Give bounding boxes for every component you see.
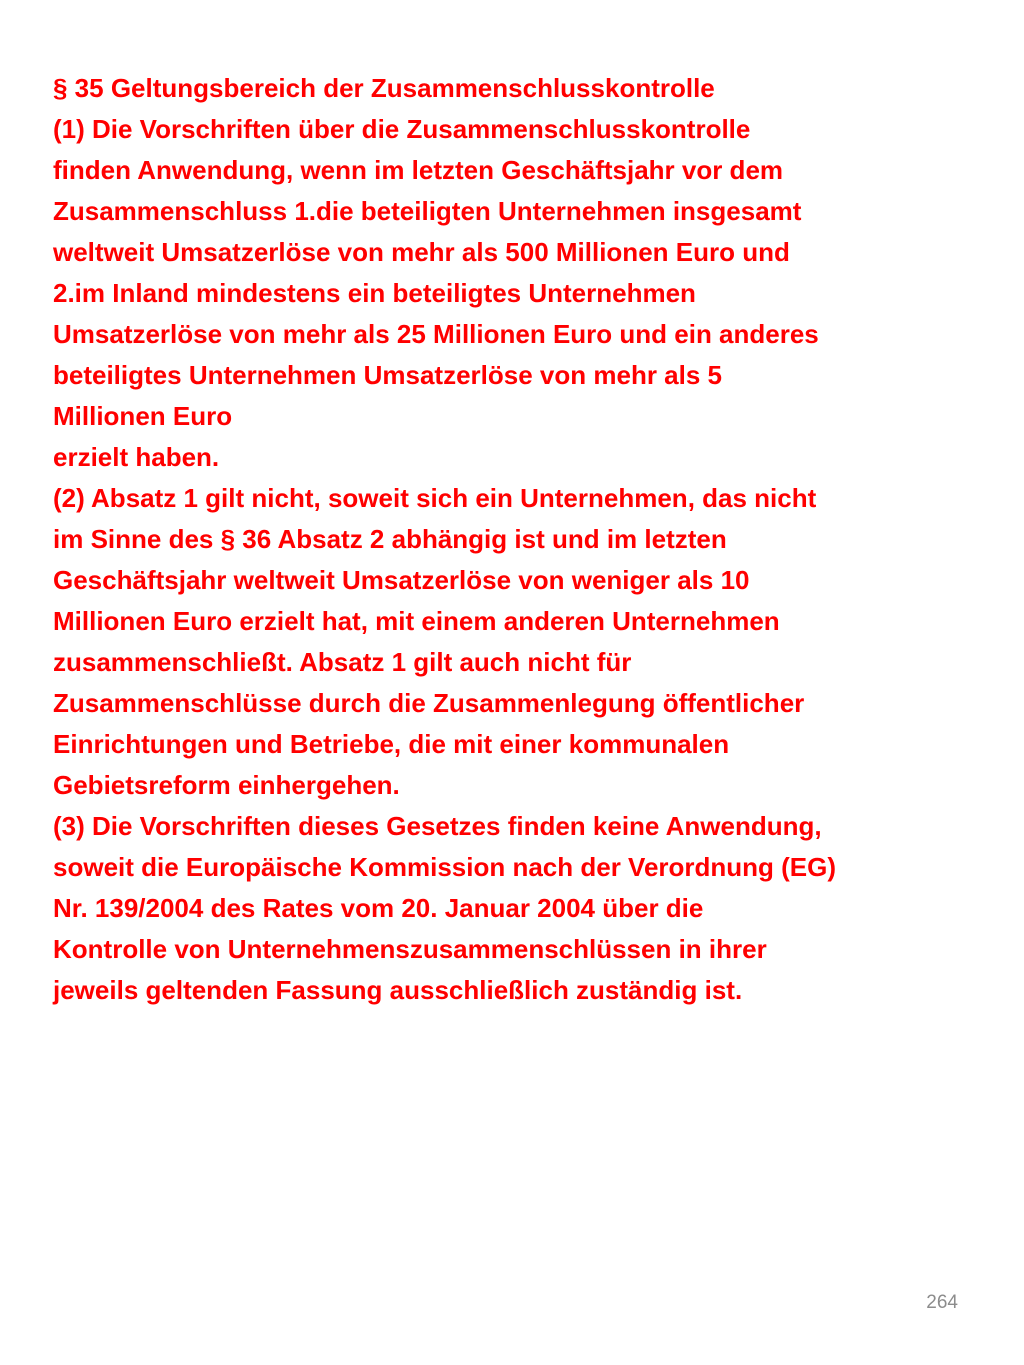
paragraph-1-line: beteiligtes Unternehmen Umsatzerlöse von mehr als 5 bbox=[53, 360, 722, 390]
paragraph-3-line: jeweils geltenden Fassung ausschließlich zuständig ist. bbox=[53, 975, 743, 1005]
paragraph-2-line: im Sinne des § 36 Absatz 2 abhängig ist und im letzten bbox=[53, 524, 727, 554]
paragraph-1-line: weltweit Umsatzerlöse von mehr als 500 Millionen Euro und bbox=[53, 237, 790, 267]
paragraph-1-line: Zusammenschluss 1.die beteiligten Unternehmen insgesamt bbox=[53, 196, 802, 226]
paragraph-2-line: zusammenschließt. Absatz 1 gilt auch nicht für bbox=[53, 647, 632, 677]
paragraph-3-line: soweit die Europäische Kommission nach der Verordnung (EG) bbox=[53, 852, 837, 882]
paragraph-2-line: Zusammenschlüsse durch die Zusammenlegung öffentlicher bbox=[53, 688, 805, 718]
paragraph-2-line: Millionen Euro erzielt hat, mit einem anderen Unternehmen bbox=[53, 606, 780, 636]
section-heading: § 35 Geltungsbereich der Zusammenschlusskontrolle bbox=[53, 73, 715, 103]
page-number: 264 bbox=[926, 1292, 958, 1313]
paragraph-3-line: (3) Die Vorschriften dieses Gesetzes finden keine Anwendung, bbox=[53, 811, 822, 841]
paragraph-1-line: Umsatzerlöse von mehr als 25 Millionen Euro und ein anderes bbox=[53, 319, 819, 349]
paragraph-2-line: (2) Absatz 1 gilt nicht, soweit sich ein Unternehmen, das nicht bbox=[53, 483, 817, 513]
paragraph-3-line: Kontrolle von Unternehmenszusammenschlüssen in ihrer bbox=[53, 934, 767, 964]
slide-body-text bbox=[53, 68, 953, 1011]
paragraph-1-line: finden Anwendung, wenn im letzten Geschäftsjahr vor dem bbox=[53, 155, 784, 185]
paragraph-2-line: Geschäftsjahr weltweit Umsatzerlöse von weniger als 10 bbox=[53, 565, 750, 595]
paragraph-1-line: Millionen Euro bbox=[53, 401, 233, 431]
paragraph-1-line: 2.im Inland mindestens ein beteiligtes Unternehmen bbox=[53, 278, 696, 308]
paragraph-2-line: Gebietsreform einhergehen. bbox=[53, 770, 400, 800]
paragraph-1-line: erzielt haben. bbox=[53, 442, 220, 472]
paragraph-1-line: (1) Die Vorschriften über die Zusammenschlusskontrolle bbox=[53, 114, 751, 144]
paragraph-3-line: Nr. 139/2004 des Rates vom 20. Januar 2004 über die bbox=[53, 893, 704, 923]
paragraph-2-line: Einrichtungen und Betriebe, die mit einer kommunalen bbox=[53, 729, 730, 759]
